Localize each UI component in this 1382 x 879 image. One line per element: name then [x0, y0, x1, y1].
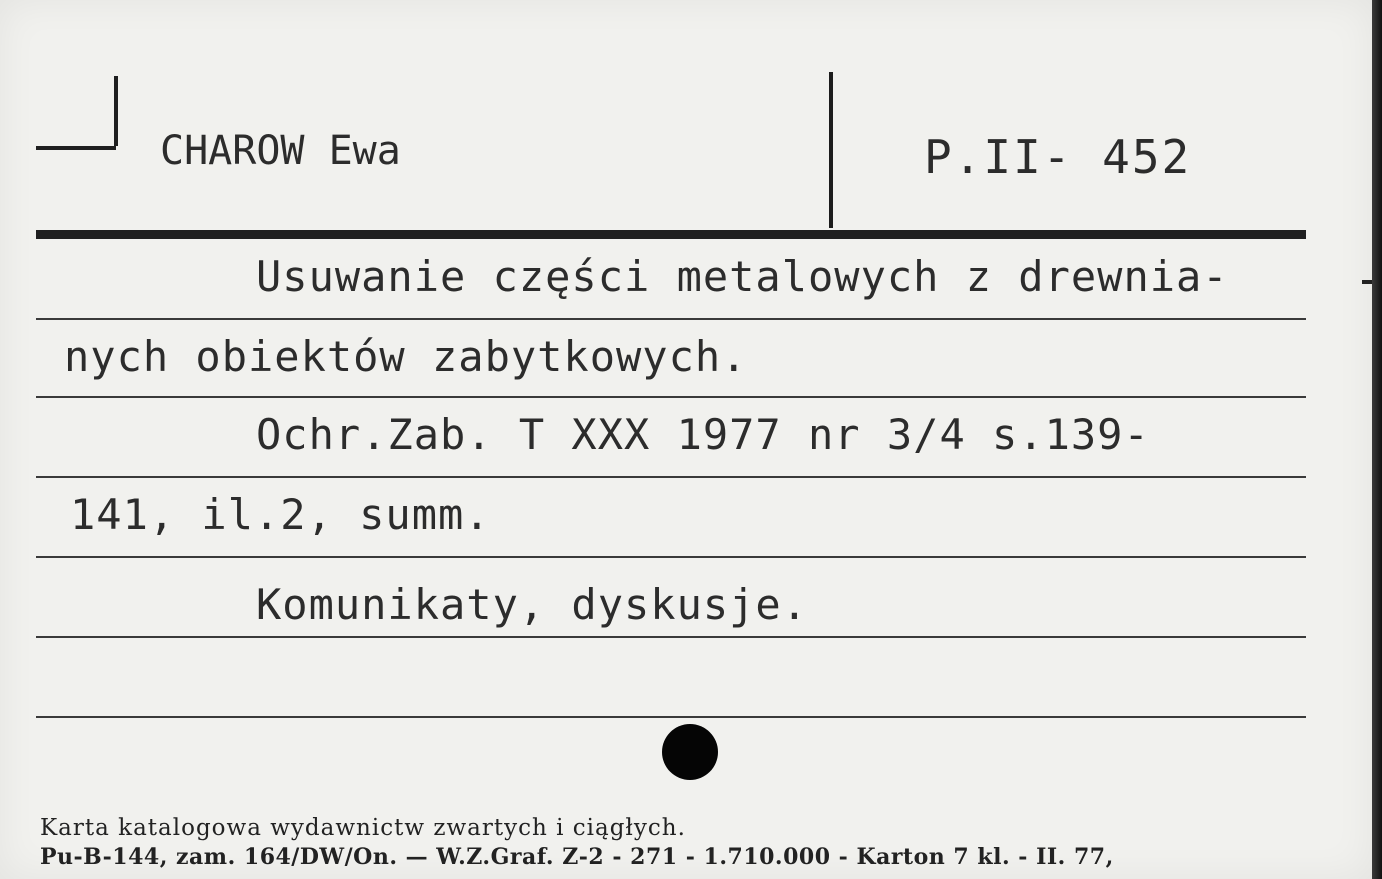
source-line-2: 141, il.2, summ.	[70, 490, 491, 539]
corner-mark-horizontal	[36, 146, 116, 150]
ruled-line	[36, 636, 1306, 638]
footer-line-1: Karta katalogowa wydawnictw zwartych i ciągłych.	[40, 815, 686, 841]
ruled-line	[36, 556, 1306, 558]
title-line-2: nych obiektów zabytkowych.	[64, 332, 748, 381]
header-rule	[36, 230, 1306, 239]
ruled-line	[36, 396, 1306, 398]
ruled-line	[36, 318, 1306, 320]
category-line: Komunikaty, dyskusje.	[256, 580, 809, 629]
corner-mark-vertical	[114, 76, 118, 146]
source-line-1: Ochr.Zab. T XXX 1977 nr 3/4 s.139-	[256, 410, 1150, 459]
punch-hole	[662, 724, 718, 780]
header-divider	[829, 72, 833, 228]
ruled-line	[36, 476, 1306, 478]
ruled-line	[36, 716, 1306, 718]
title-line-1: Usuwanie części metalowych z drewnia-	[256, 252, 1229, 301]
shelfmark: P.II- 452	[924, 130, 1192, 184]
footer-line-2: Pu-B-144, zam. 164/DW/On. — W.Z.Graf. Z-2 - 271 - 1.710.000 - Karton 7 kl. - II. 77,	[40, 844, 1114, 870]
author-name: CHAROW Ewa	[160, 128, 401, 174]
card-edge	[1372, 0, 1382, 879]
